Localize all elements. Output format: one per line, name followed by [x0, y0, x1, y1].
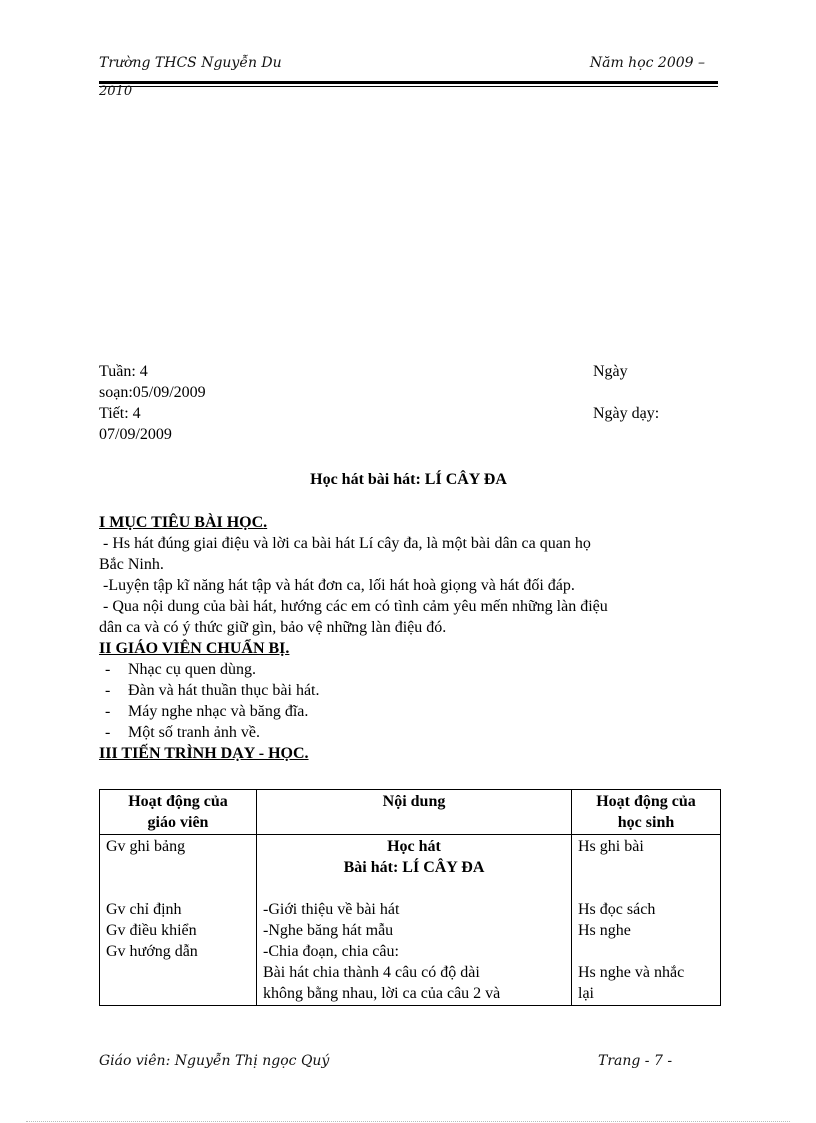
table-header-row [100, 790, 721, 835]
objective-line-4: - Qua nội dung của bài hát, hướng các em có tình cảm yêu mến những làn điệu [99, 598, 608, 615]
section-2-heading: II GIÁO VIÊN CHUẨN BỊ. [99, 640, 290, 657]
lesson-body [99, 512, 718, 764]
header-school-year-continued: 2010 [99, 84, 133, 99]
footer-page-number: Trang - 7 - [598, 1053, 673, 1069]
header-rule-thick [99, 81, 718, 84]
objective-line-2: Bắc Ninh. [99, 556, 164, 573]
header-rule-thin [99, 86, 718, 87]
section-3-heading: III TIẾN TRÌNH DẠY - HỌC. [99, 745, 309, 762]
section-1-heading: I MỤC TIÊU BÀI HỌC. [99, 514, 268, 531]
cell-student: Hs ghi bài Hs đọc sách Hs nghe Hs nghe và nhắc lại [572, 835, 721, 1006]
objective-line-1: - Hs hát đúng giai điệu và lời ca bài hát Lí cây đa, là một bài dân ca quan họ [99, 535, 591, 552]
list-item: - Một số tranh ảnh về. [105, 724, 260, 741]
lesson-title-block [99, 457, 718, 490]
teach-date-label: Ngày dạy: [593, 405, 660, 422]
period-label: Tiết: 4 [99, 405, 141, 422]
meta-row-1 [99, 361, 718, 382]
header-teacher-activity: Hoạt động của giáo viên [100, 790, 257, 835]
activity-table [99, 789, 721, 1006]
header-content: Nội dung [257, 790, 572, 835]
footer-teacher: Giáo viên: Nguyễn Thị ngọc Quý [99, 1053, 330, 1069]
cell-content: Học hát Bài hát: LÍ CÂY ĐA -Giới thiệu về bài hát -Nghe băng hát mẫu -Chia đoạn, chia câu: Bài hát chia thành 4 câu có độ dài không bằng nhau, lời ca của câu 2 và [257, 835, 572, 1006]
lesson-title: Học hát bài hát: LÍ CÂY ĐA [310, 471, 507, 488]
prep-date-value: soạn:05/09/2009 [99, 384, 206, 401]
teach-date-value: 07/09/2009 [99, 426, 172, 443]
list-item: - Máy nghe nhạc và băng đĩa. [105, 703, 309, 720]
objective-line-3: -Luyện tập kĩ năng hát tập và hát đơn ca, lối hát hoà giọng và hát đối đáp. [99, 577, 575, 594]
cell-teacher: Gv ghi bảng Gv chỉ định Gv điều khiển Gv hướng dẫn [100, 835, 257, 1006]
list-item: - Đàn và hát thuần thục bài hát. [105, 682, 320, 699]
header-school: Trường THCS Nguyễn Du [99, 55, 282, 71]
meta-row-3 [99, 403, 718, 424]
header-student-activity: Hoạt động của học sinh [572, 790, 721, 835]
table-row [100, 835, 721, 1006]
prep-date-label: Ngày [593, 363, 628, 380]
list-item: - Nhạc cụ quen dùng. [105, 661, 256, 678]
objective-line-5: dân ca và có ý thức giữ gìn, bảo vệ những làn điệu đó. [99, 619, 447, 636]
lesson-meta [99, 361, 718, 445]
week-label: Tuần: 4 [99, 363, 148, 380]
page-bottom-divider [26, 1121, 790, 1122]
header-school-year: Năm học 2009 – [589, 55, 705, 71]
